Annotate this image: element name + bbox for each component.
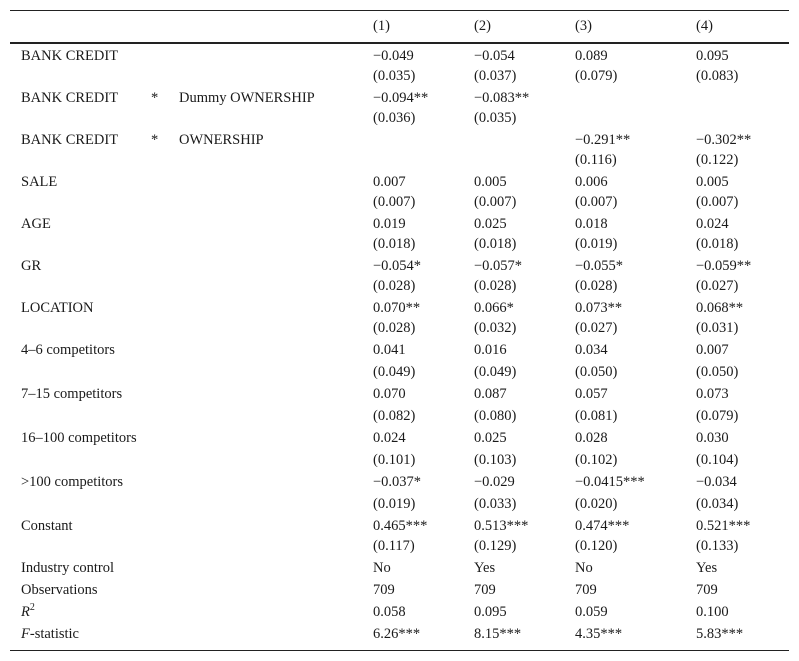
table-header-row	[10, 11, 789, 44]
row-value-col3: 0.006 (0.007)	[575, 174, 618, 210]
header-col-2: (2)	[474, 18, 491, 34]
row-value-col3: 709	[575, 582, 597, 598]
table-row	[10, 212, 789, 254]
row-value-col4: 0.005 (0.007)	[696, 174, 739, 210]
row-value-col3: 0.059	[575, 604, 608, 620]
row-value-col4	[696, 86, 789, 128]
row-value-col4: 0.521*** (0.133)	[696, 518, 751, 554]
table-row	[10, 600, 789, 622]
row-label: GR	[21, 258, 42, 274]
row-value-col3: No	[575, 560, 593, 576]
row-label: >100 competitors	[21, 474, 124, 490]
table-row	[10, 382, 789, 426]
row-value-col4: Yes	[696, 560, 718, 576]
row-value-col4: 709	[696, 582, 718, 598]
row-value-col3: 0.474*** (0.120)	[575, 518, 630, 554]
row-value-col1	[373, 128, 474, 170]
row-value-col2: 0.066* (0.032)	[474, 300, 517, 336]
table-row	[10, 470, 789, 514]
row-label: 7–15 competitors	[21, 386, 123, 402]
row-label: $R^2$	[21, 602, 35, 620]
row-value-col4: 0.007 (0.050)	[696, 342, 739, 380]
row-value-col1: 0.024 (0.101)	[373, 430, 416, 468]
table-row	[10, 514, 789, 556]
row-value-col4: −0.059** (0.027)	[696, 258, 752, 294]
row-value-col3: −0.291** (0.116)	[575, 132, 631, 168]
row-value-col3: 0.028 (0.102)	[575, 430, 618, 468]
row-label: LOCATION	[21, 300, 94, 316]
row-label: 16–100 competitors	[21, 430, 137, 446]
row-label: BANK CREDIT * OWNERSHIP	[21, 132, 264, 148]
table-row	[10, 128, 789, 170]
row-value-col3: −0.0415*** (0.020)	[575, 474, 645, 512]
row-value-col3: 0.057 (0.081)	[575, 386, 618, 424]
row-value-col1: −0.094** (0.036)	[373, 90, 429, 126]
row-value-col4: 0.024 (0.018)	[696, 216, 739, 252]
table-row	[10, 170, 789, 212]
header-col-1: (1)	[373, 18, 390, 34]
row-value-col3: 0.073** (0.027)	[575, 300, 623, 336]
row-value-col4: 0.073 (0.079)	[696, 386, 739, 424]
row-value-col1: 709	[373, 582, 395, 598]
row-value-col1: 0.019 (0.018)	[373, 216, 416, 252]
header-label-cell	[10, 11, 373, 44]
table-row	[10, 556, 789, 578]
row-value-col2: 709	[474, 582, 496, 598]
row-value-col2: 8.15***	[474, 622, 575, 651]
row-value-col1: 0.465*** (0.117)	[373, 518, 428, 554]
row-value-col3: −0.055* (0.028)	[575, 258, 624, 294]
row-label: Industry control	[21, 560, 115, 576]
row-value-col2: −0.057* (0.028)	[474, 258, 523, 294]
row-value-col2: −0.054 (0.037)	[474, 48, 517, 84]
row-value-col4: 0.100	[696, 604, 729, 620]
table-row	[10, 86, 789, 128]
row-value-col2: 0.513*** (0.129)	[474, 518, 529, 554]
row-value-col4: 0.095 (0.083)	[696, 48, 739, 84]
row-value-col4: 0.030 (0.104)	[696, 430, 739, 468]
row-label: BANK CREDIT * Dummy OWNERSHIP	[21, 90, 315, 106]
table-row	[10, 296, 789, 338]
row-value-col3: 0.034 (0.050)	[575, 342, 618, 380]
row-value-col3: 4.35***	[575, 622, 696, 651]
row-label: AGE	[21, 216, 51, 232]
row-value-col1: −0.054* (0.028)	[373, 258, 422, 294]
row-value-col3: 0.089 (0.079)	[575, 48, 618, 84]
row-value-col1: −0.037* (0.019)	[373, 474, 422, 512]
table-row	[10, 578, 789, 600]
row-value-col1: 0.041 (0.049)	[373, 342, 416, 380]
row-value-col1: 0.070** (0.028)	[373, 300, 421, 336]
row-value-col3	[575, 86, 696, 128]
header-col-4: (4)	[696, 18, 713, 34]
row-value-col2: 0.016 (0.049)	[474, 342, 517, 380]
row-value-col4: −0.302** (0.122)	[696, 132, 752, 168]
row-value-col1: −0.049 (0.035)	[373, 48, 416, 84]
table-row	[10, 43, 789, 86]
regression-table-container	[10, 10, 789, 651]
row-value-col4: 0.068** (0.031)	[696, 300, 744, 336]
table-row	[10, 426, 789, 470]
regression-table	[10, 10, 789, 651]
row-value-col4: −0.034 (0.034)	[696, 474, 739, 512]
row-label: 4–6 competitors	[21, 342, 115, 358]
row-value-col2: 0.095	[474, 604, 507, 620]
row-value-col1: 0.058	[373, 604, 406, 620]
row-value-col4: 5.83***	[696, 622, 789, 651]
row-value-col3: 0.018 (0.019)	[575, 216, 618, 252]
row-value-col2: 0.087 (0.080)	[474, 386, 517, 424]
row-value-col2	[474, 128, 575, 170]
header-col-3: (3)	[575, 18, 592, 34]
row-value-col1: 0.070 (0.082)	[373, 386, 416, 424]
row-label: Constant	[21, 518, 73, 534]
row-value-col2: −0.083** (0.035)	[474, 90, 530, 126]
table-row	[10, 254, 789, 296]
row-label: BANK CREDIT	[21, 48, 119, 64]
row-value-col2: 0.025 (0.018)	[474, 216, 517, 252]
row-value-col2: Yes	[474, 560, 496, 576]
row-value-col2: 0.025 (0.103)	[474, 430, 517, 468]
table-row	[10, 622, 789, 651]
row-label: F-statistic	[10, 622, 373, 651]
row-value-col1: 6.26***	[373, 622, 474, 651]
row-value-col2: 0.005 (0.007)	[474, 174, 517, 210]
row-value-col1: No	[373, 560, 391, 576]
row-label: SALE	[21, 174, 58, 190]
row-label: Observations	[21, 582, 98, 598]
table-row	[10, 338, 789, 382]
row-value-col2: −0.029 (0.033)	[474, 474, 517, 512]
row-value-col1: 0.007 (0.007)	[373, 174, 416, 210]
